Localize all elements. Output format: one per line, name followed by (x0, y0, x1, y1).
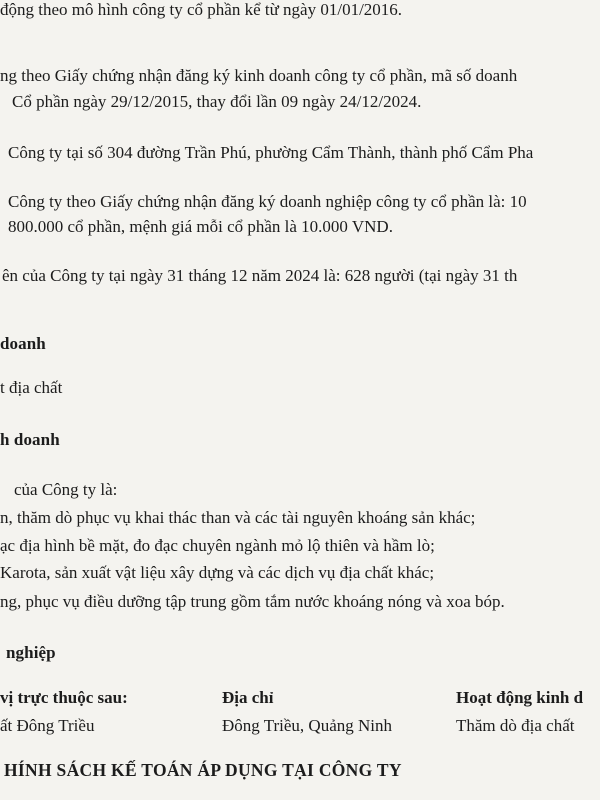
paragraph-employees: ên của Công ty tại ngày 31 tháng 12 năm 2024 là: 628 người (tại ngày 31 th (2, 266, 518, 285)
heading-enterprise-structure: nghiệp (6, 643, 56, 662)
paragraph-business-registration-line2: Cổ phần ngày 29/12/2015, thay đổi lần 09 ngày 24/12/2024. (12, 92, 422, 111)
business-line-item: ạc địa hình bề mặt, đo đạc chuyên ngành mỏ lộ thiên và hầm lò; (0, 536, 435, 555)
paragraph-operation-model: động theo mô hình công ty cổ phần kể từ ngày 01/01/2016. (0, 0, 403, 19)
table-cell-activity: Thăm dò địa chất (456, 716, 575, 735)
business-field-value: t địa chất (0, 378, 63, 397)
table-cell-unit: ất Đông Triều (0, 716, 95, 735)
section-title-accounting-policies: HÍNH SÁCH KẾ TOÁN ÁP DỤNG TẠI CÔNG TY (4, 760, 402, 780)
heading-business-field: doanh (0, 334, 46, 353)
business-line-item: ng, phục vụ điều dưỡng tập trung gồm tắm nước khoáng nóng và xoa bóp. (0, 592, 505, 611)
business-lines-intro: của Công ty là: (14, 480, 118, 499)
paragraph-charter-capital-line1: Công ty theo Giấy chứng nhận đăng ký doanh nghiệp công ty cổ phần là: 10 (8, 192, 527, 211)
paragraph-head-office: Công ty tại số 304 đường Trần Phú, phường Cẩm Thành, thành phố Cẩm Pha (8, 143, 534, 162)
table-header-unit: vị trực thuộc sau: (0, 688, 128, 707)
table-header-activity: Hoạt động kinh d (456, 688, 584, 707)
business-line-item: Karota, sản xuất vật liệu xây dựng và các dịch vụ địa chất khác; (0, 563, 435, 582)
heading-business-lines: h doanh (0, 430, 60, 449)
paragraph-charter-capital-line2: 800.000 cổ phần, mệnh giá mỗi cổ phần là 10.000 VND. (8, 217, 393, 236)
business-line-item: n, thăm dò phục vụ khai thác than và các tài nguyên khoáng sản khác; (0, 508, 476, 527)
table-header-address: Địa chỉ (222, 688, 274, 707)
table-cell-address: Đông Triều, Quảng Ninh (222, 716, 393, 735)
paragraph-business-registration-line1: ng theo Giấy chứng nhận đăng ký kinh doanh công ty cổ phần, mã số doanh (0, 66, 518, 85)
